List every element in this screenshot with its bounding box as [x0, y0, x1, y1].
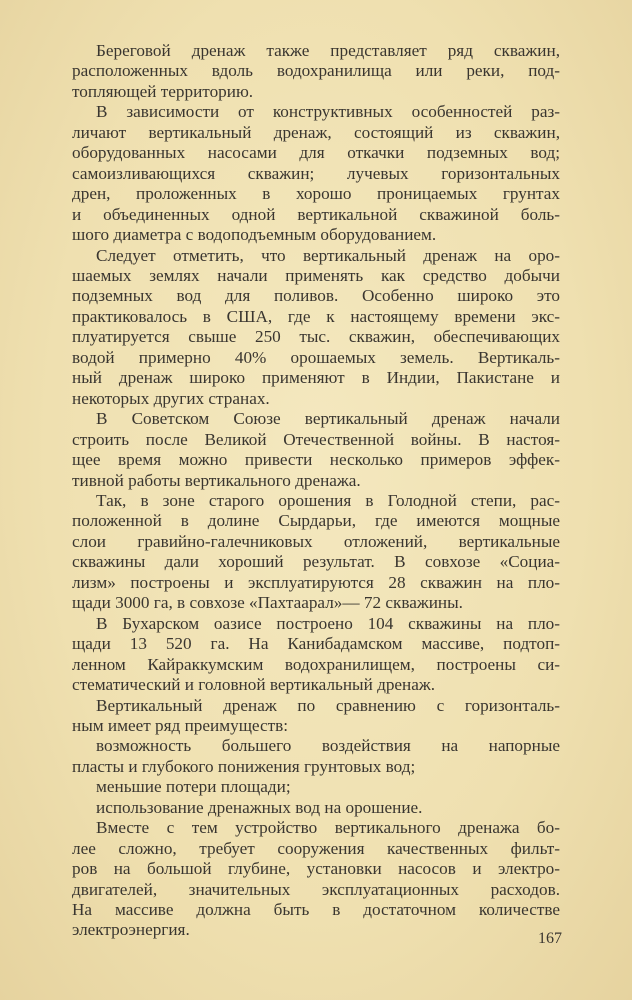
paragraph: [72, 777, 560, 797]
page-number: 167: [538, 930, 562, 947]
text-line: некоторых других странах.: [72, 388, 270, 408]
paragraph: [72, 818, 560, 941]
text-line: электроэнергия.: [72, 920, 190, 940]
text-line: двигателей, значительных эксплуатационных расходов.: [72, 879, 560, 899]
paragraph: [72, 246, 560, 410]
paragraph: [72, 614, 560, 696]
text-line: слои гравийно-галечниковых отложений, вертикальные: [72, 531, 560, 551]
paragraph: [72, 102, 560, 245]
text-line: пласты и глубокого понижения грунтовых вод;: [72, 756, 416, 776]
text-line: В Бухарском оазисе построено 104 скважины на пло-: [96, 613, 560, 633]
text-line: дрен, проложенных в хорошо проницаемых грунтах: [72, 184, 560, 204]
text-line: Так, в зоне старого орошения в Голодной степи, рас-: [96, 490, 560, 510]
text-line: Береговой дренаж также представляет ряд скважин,: [96, 41, 560, 60]
text-line: строить после Великой Отечественной войны. В настоя-: [72, 429, 560, 449]
text-line: расположенных вдоль водохранилища или реки, под-: [72, 61, 560, 81]
body-text: [72, 41, 560, 941]
text-line: щади 3000 га, в совхозе «Пахтаарал»— 72 скважины.: [72, 593, 463, 613]
paragraph: [72, 409, 560, 491]
text-line: ный дренаж широко применяют в Индии, Пакистане и: [72, 368, 560, 388]
text-line: скважины дали хороший результат. В совхозе «Социа-: [72, 552, 560, 572]
text-line: стематический и головной вертикальный дренаж.: [72, 675, 436, 695]
text-line: плуатируется свыше 250 тыс. скважин, обеспечивающих: [72, 327, 560, 347]
text-line: возможность большего воздействия на напорные: [96, 736, 560, 756]
text-line: практиковалось в США, где к настоящему времени экс-: [72, 306, 560, 326]
text-line: личают вертикальный дренаж, состоящий из скважин,: [72, 122, 560, 142]
text-line: ным имеет ряд преимуществ:: [72, 715, 289, 735]
text-line: Вместе с тем устройство вертикального дренажа бо-: [96, 818, 560, 838]
paragraph: [72, 491, 560, 614]
text-line: шого диаметра с водоподъемным оборудованием.: [72, 225, 437, 245]
text-line: В зависимости от конструктивных особенностей раз-: [96, 102, 560, 122]
text-line: щади 13 520 га. На Канибадамском массиве, подтоп-: [72, 634, 560, 654]
paragraph: [72, 41, 560, 102]
text-line: топляющей территорию.: [72, 81, 254, 101]
text-line: Вертикальный дренаж по сравнению с горизонталь-: [96, 695, 560, 715]
text-line: ров на большой глубине, установки насосов и электро-: [72, 859, 560, 879]
text-line: и объединенных одной вертикальной скважиной боль-: [72, 204, 560, 224]
text-line: подземных вод для поливов. Особенно широко это: [72, 286, 560, 306]
text-line: ленном Кайраккумским водохранилищем, построены си-: [72, 654, 560, 674]
text-line: меньшие потери площади;: [96, 777, 291, 797]
text-line: В Советском Союзе вертикальный дренаж начали: [96, 409, 560, 429]
text-line: водой примерно 40% орошаемых земель. Вертикаль-: [72, 347, 560, 367]
text-line: лее сложно, требует сооружения качественных фильт-: [72, 838, 560, 858]
paragraph: [72, 696, 560, 737]
text-line: шаемых землях начали применять как средство добычи: [72, 265, 560, 285]
text-line: положенной в долине Сырдарьи, где имеются мощные: [72, 511, 560, 531]
text-line: оборудованных насосами для откачки подземных вод;: [72, 143, 560, 163]
text-line: Следует отметить, что вертикальный дренаж на оро-: [96, 245, 560, 265]
text-line: лизм» построены и эксплуатируются 28 скважин на пло-: [72, 572, 560, 592]
text-line: самоизливающихся скважин; лучевых горизонтальных: [72, 163, 560, 183]
text-line: тивной работы вертикального дренажа.: [72, 470, 361, 490]
text-line: На массиве должна быть в достаточном количестве: [72, 900, 560, 920]
paragraph: [72, 798, 560, 818]
text-line: щее время можно привести несколько примеров эффек-: [72, 450, 560, 470]
paragraph: [72, 736, 560, 777]
text-line: использование дренажных вод на орошение.: [96, 797, 423, 817]
